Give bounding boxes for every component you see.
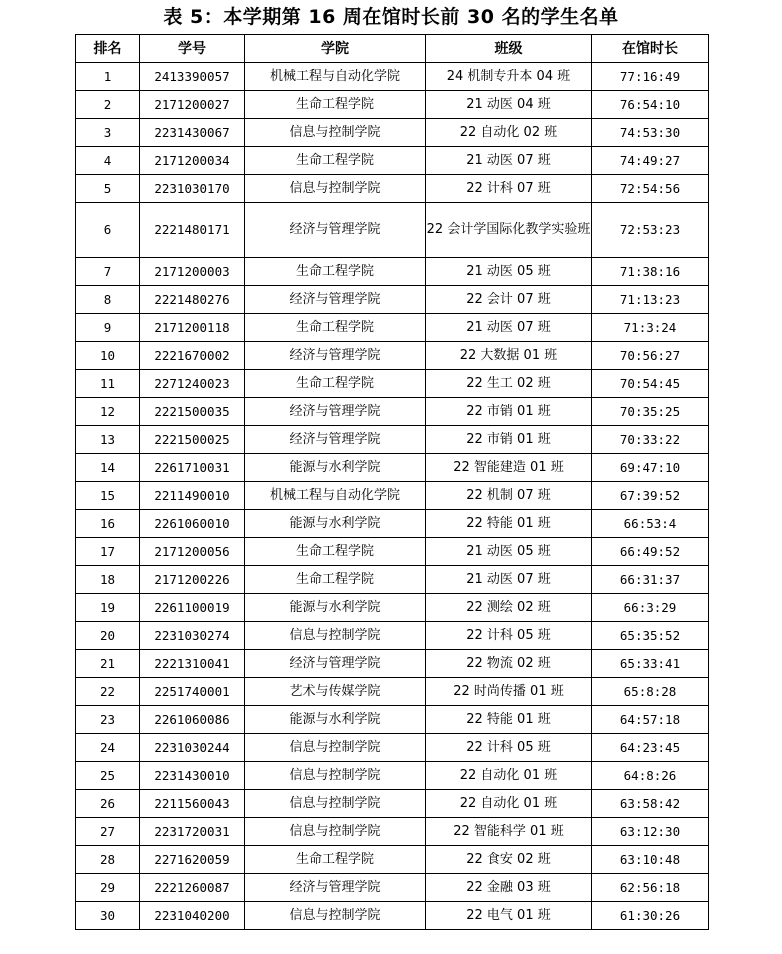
table-row — [76, 482, 709, 510]
table-row — [76, 538, 709, 566]
cell-duration: 63:12:30 — [592, 818, 709, 846]
cell-student-id: 2231040200 — [140, 902, 245, 930]
cell-student-id: 2231030274 — [140, 622, 245, 650]
table-row — [76, 63, 709, 91]
cell-student-id: 2261060086 — [140, 706, 245, 734]
cell-college: 信息与控制学院 — [245, 762, 426, 790]
cell-student-id: 2271620059 — [140, 846, 245, 874]
cell-student-id: 2413390057 — [140, 63, 245, 91]
table-title: 表 5：本学期第 16 周在馆时长前 30 名的学生名单 — [163, 6, 619, 28]
cell-college: 经济与管理学院 — [245, 426, 426, 454]
cell-college: 信息与控制学院 — [245, 622, 426, 650]
cell-class: 22 计科 05 班 — [426, 622, 592, 650]
cell-college: 生命工程学院 — [245, 147, 426, 175]
cell-student-id: 2231720031 — [140, 818, 245, 846]
cell-student-id: 2251740001 — [140, 678, 245, 706]
table-row — [76, 566, 709, 594]
cell-class: 22 食安 02 班 — [426, 846, 592, 874]
header-rank: 排名 — [76, 35, 140, 63]
table-row — [76, 342, 709, 370]
cell-student-id: 2221260087 — [140, 874, 245, 902]
table-row — [76, 846, 709, 874]
cell-rank: 27 — [76, 818, 140, 846]
cell-college: 信息与控制学院 — [245, 818, 426, 846]
cell-rank: 11 — [76, 370, 140, 398]
table-row — [76, 594, 709, 622]
cell-class: 21 动医 05 班 — [426, 258, 592, 286]
cell-duration: 72:53:23 — [592, 203, 709, 258]
table-row — [76, 286, 709, 314]
header-college: 学院 — [245, 35, 426, 63]
cell-class: 22 自动化 01 班 — [426, 762, 592, 790]
table-header-row — [76, 35, 709, 63]
cell-college: 经济与管理学院 — [245, 342, 426, 370]
cell-college: 信息与控制学院 — [245, 119, 426, 147]
cell-college: 生命工程学院 — [245, 91, 426, 119]
table-row — [76, 762, 709, 790]
table-row — [76, 370, 709, 398]
cell-duration: 61:30:26 — [592, 902, 709, 930]
cell-rank: 18 — [76, 566, 140, 594]
table-row — [76, 454, 709, 482]
cell-student-id: 2171200226 — [140, 566, 245, 594]
cell-duration: 62:56:18 — [592, 874, 709, 902]
cell-class: 22 计科 05 班 — [426, 734, 592, 762]
cell-duration: 72:54:56 — [592, 175, 709, 203]
cell-duration: 65:35:52 — [592, 622, 709, 650]
cell-class: 22 金融 03 班 — [426, 874, 592, 902]
cell-rank: 28 — [76, 846, 140, 874]
cell-college: 经济与管理学院 — [245, 286, 426, 314]
cell-college: 信息与控制学院 — [245, 790, 426, 818]
table-body — [76, 63, 709, 930]
cell-class: 22 电气 01 班 — [426, 902, 592, 930]
table-row — [76, 91, 709, 119]
header-student-id: 学号 — [140, 35, 245, 63]
cell-student-id: 2261060010 — [140, 510, 245, 538]
cell-rank: 7 — [76, 258, 140, 286]
cell-class: 21 动医 05 班 — [426, 538, 592, 566]
cell-class: 21 动医 07 班 — [426, 314, 592, 342]
cell-duration: 70:56:27 — [592, 342, 709, 370]
cell-rank: 19 — [76, 594, 140, 622]
cell-rank: 17 — [76, 538, 140, 566]
cell-class: 22 会计学国际化教学实验班 — [426, 203, 592, 258]
cell-student-id: 2221310041 — [140, 650, 245, 678]
cell-rank: 6 — [76, 203, 140, 258]
cell-rank: 21 — [76, 650, 140, 678]
cell-student-id: 2271240023 — [140, 370, 245, 398]
cell-rank: 1 — [76, 63, 140, 91]
cell-college: 经济与管理学院 — [245, 398, 426, 426]
cell-college: 机械工程与自动化学院 — [245, 482, 426, 510]
cell-college: 生命工程学院 — [245, 258, 426, 286]
cell-duration: 66:3:29 — [592, 594, 709, 622]
table-row — [76, 650, 709, 678]
cell-college: 艺术与传媒学院 — [245, 678, 426, 706]
cell-duration: 63:10:48 — [592, 846, 709, 874]
cell-duration: 66:49:52 — [592, 538, 709, 566]
cell-class: 22 智能科学 01 班 — [426, 818, 592, 846]
cell-rank: 2 — [76, 91, 140, 119]
cell-rank: 13 — [76, 426, 140, 454]
cell-rank: 3 — [76, 119, 140, 147]
cell-rank: 16 — [76, 510, 140, 538]
cell-college: 经济与管理学院 — [245, 650, 426, 678]
cell-student-id: 2231030244 — [140, 734, 245, 762]
cell-student-id: 2261710031 — [140, 454, 245, 482]
cell-student-id: 2221500025 — [140, 426, 245, 454]
cell-class: 22 计科 07 班 — [426, 175, 592, 203]
cell-duration: 65:33:41 — [592, 650, 709, 678]
cell-duration: 70:35:25 — [592, 398, 709, 426]
cell-student-id: 2221670002 — [140, 342, 245, 370]
cell-class: 22 物流 02 班 — [426, 650, 592, 678]
cell-rank: 30 — [76, 902, 140, 930]
cell-class: 22 智能建造 01 班 — [426, 454, 592, 482]
cell-college: 能源与水利学院 — [245, 706, 426, 734]
cell-duration: 67:39:52 — [592, 482, 709, 510]
cell-student-id: 2171200034 — [140, 147, 245, 175]
cell-student-id: 2171200056 — [140, 538, 245, 566]
cell-duration: 64:8:26 — [592, 762, 709, 790]
cell-duration: 65:8:28 — [592, 678, 709, 706]
cell-class: 21 动医 07 班 — [426, 566, 592, 594]
table-row — [76, 258, 709, 286]
cell-rank: 26 — [76, 790, 140, 818]
cell-college: 经济与管理学院 — [245, 203, 426, 258]
cell-student-id: 2221480276 — [140, 286, 245, 314]
cell-student-id: 2261100019 — [140, 594, 245, 622]
cell-rank: 9 — [76, 314, 140, 342]
table-row — [76, 678, 709, 706]
cell-class: 22 时尚传播 01 班 — [426, 678, 592, 706]
cell-class: 22 特能 01 班 — [426, 510, 592, 538]
cell-duration: 76:54:10 — [592, 91, 709, 119]
cell-college: 生命工程学院 — [245, 566, 426, 594]
table-row — [76, 790, 709, 818]
table-row — [76, 398, 709, 426]
table-row — [76, 818, 709, 846]
cell-rank: 23 — [76, 706, 140, 734]
table-row — [76, 314, 709, 342]
cell-college: 生命工程学院 — [245, 314, 426, 342]
ranking-table — [75, 34, 709, 930]
table-row — [76, 147, 709, 175]
cell-class: 22 特能 01 班 — [426, 706, 592, 734]
table-row — [76, 119, 709, 147]
cell-student-id: 2231030170 — [140, 175, 245, 203]
cell-college: 生命工程学院 — [245, 538, 426, 566]
table-row — [76, 706, 709, 734]
cell-duration: 69:47:10 — [592, 454, 709, 482]
cell-duration: 77:16:49 — [592, 63, 709, 91]
cell-class: 22 大数据 01 班 — [426, 342, 592, 370]
cell-class: 22 生工 02 班 — [426, 370, 592, 398]
cell-duration: 66:53:4 — [592, 510, 709, 538]
table-row — [76, 874, 709, 902]
cell-rank: 24 — [76, 734, 140, 762]
cell-class: 24 机制专升本 04 班 — [426, 63, 592, 91]
header-class: 班级 — [426, 35, 592, 63]
cell-duration: 66:31:37 — [592, 566, 709, 594]
cell-duration: 64:23:45 — [592, 734, 709, 762]
cell-class: 21 动医 04 班 — [426, 91, 592, 119]
cell-duration: 74:53:30 — [592, 119, 709, 147]
cell-student-id: 2221500035 — [140, 398, 245, 426]
cell-duration: 71:13:23 — [592, 286, 709, 314]
cell-college: 能源与水利学院 — [245, 594, 426, 622]
cell-student-id: 2171200118 — [140, 314, 245, 342]
cell-student-id: 2171200027 — [140, 91, 245, 119]
table-row — [76, 902, 709, 930]
cell-class: 22 会计 07 班 — [426, 286, 592, 314]
header-duration: 在馆时长 — [592, 35, 709, 63]
cell-class: 22 机制 07 班 — [426, 482, 592, 510]
table-row — [76, 622, 709, 650]
cell-rank: 15 — [76, 482, 140, 510]
cell-rank: 22 — [76, 678, 140, 706]
cell-student-id: 2231430010 — [140, 762, 245, 790]
cell-college: 信息与控制学院 — [245, 734, 426, 762]
cell-college: 信息与控制学院 — [245, 902, 426, 930]
cell-duration: 64:57:18 — [592, 706, 709, 734]
cell-rank: 4 — [76, 147, 140, 175]
cell-class: 22 测绘 02 班 — [426, 594, 592, 622]
cell-student-id: 2171200003 — [140, 258, 245, 286]
cell-student-id: 2211490010 — [140, 482, 245, 510]
cell-class: 22 市销 01 班 — [426, 426, 592, 454]
cell-college: 生命工程学院 — [245, 846, 426, 874]
cell-college: 经济与管理学院 — [245, 874, 426, 902]
cell-college: 能源与水利学院 — [245, 510, 426, 538]
cell-rank: 12 — [76, 398, 140, 426]
cell-duration: 71:3:24 — [592, 314, 709, 342]
table-row — [76, 510, 709, 538]
cell-college: 信息与控制学院 — [245, 175, 426, 203]
cell-college: 机械工程与自动化学院 — [245, 63, 426, 91]
cell-rank: 29 — [76, 874, 140, 902]
cell-duration: 63:58:42 — [592, 790, 709, 818]
cell-rank: 5 — [76, 175, 140, 203]
cell-duration: 70:54:45 — [592, 370, 709, 398]
table-row — [76, 175, 709, 203]
cell-rank: 25 — [76, 762, 140, 790]
cell-college: 能源与水利学院 — [245, 454, 426, 482]
cell-class: 22 自动化 01 班 — [426, 790, 592, 818]
cell-rank: 10 — [76, 342, 140, 370]
cell-duration: 70:33:22 — [592, 426, 709, 454]
table-row — [76, 734, 709, 762]
table-row — [76, 203, 709, 258]
cell-rank: 8 — [76, 286, 140, 314]
cell-student-id: 2231430067 — [140, 119, 245, 147]
cell-duration: 71:38:16 — [592, 258, 709, 286]
cell-student-id: 2221480171 — [140, 203, 245, 258]
cell-class: 22 市销 01 班 — [426, 398, 592, 426]
cell-rank: 20 — [76, 622, 140, 650]
cell-college: 生命工程学院 — [245, 370, 426, 398]
cell-student-id: 2211560043 — [140, 790, 245, 818]
cell-rank: 14 — [76, 454, 140, 482]
cell-duration: 74:49:27 — [592, 147, 709, 175]
table-row — [76, 426, 709, 454]
cell-class: 22 自动化 02 班 — [426, 119, 592, 147]
cell-class: 21 动医 07 班 — [426, 147, 592, 175]
